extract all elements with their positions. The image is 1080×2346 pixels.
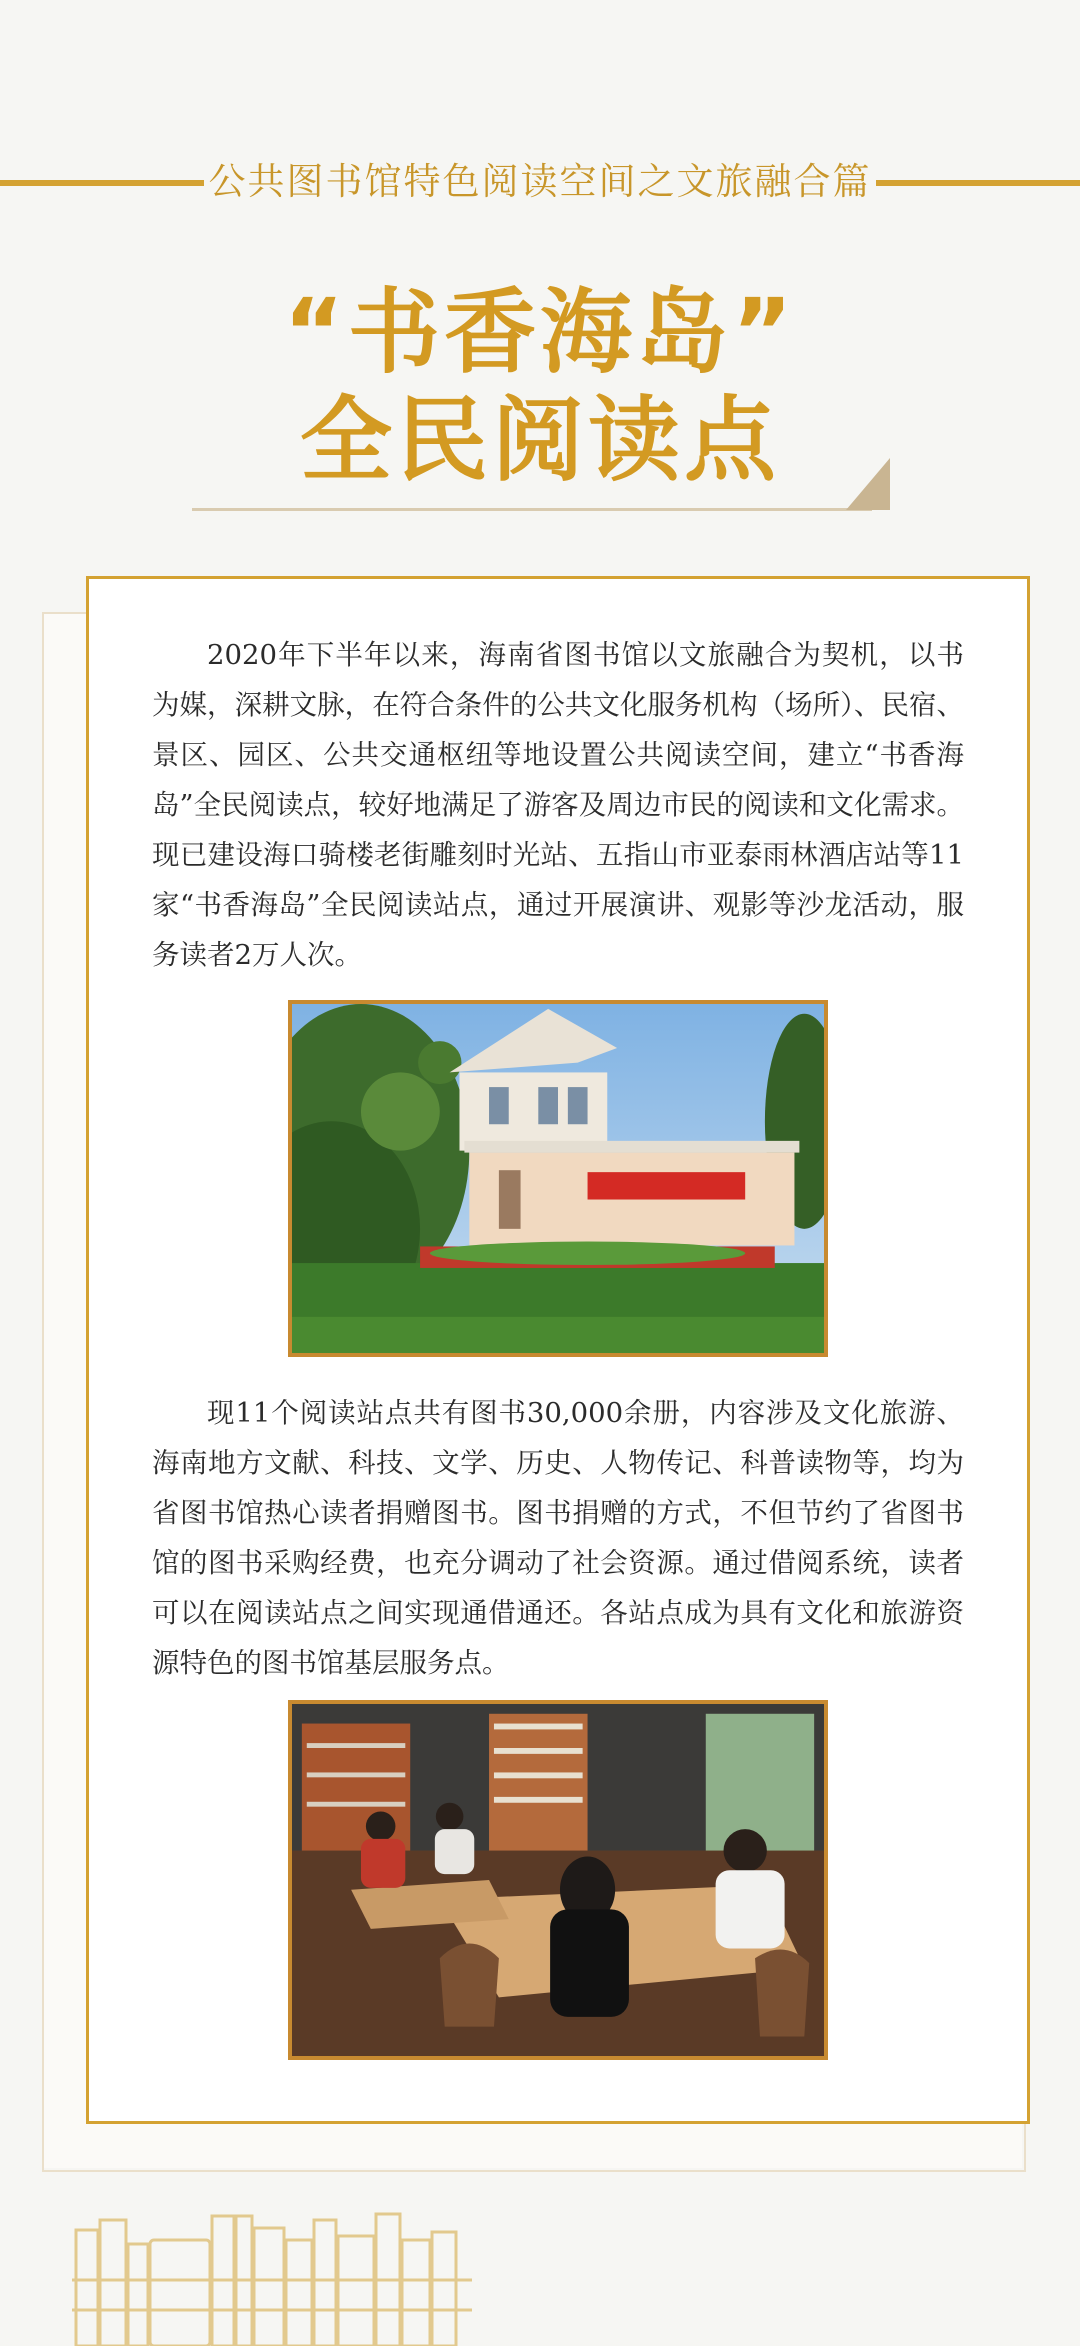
title-corner-fold — [846, 458, 890, 510]
photo-reading-room — [288, 1700, 828, 2060]
photo-reading-station-villa — [288, 1000, 828, 1357]
series-label: 公共图书馆特色阅读空间之文旅融合篇 — [208, 160, 872, 203]
page-title-line2: 全民阅读点 — [299, 387, 780, 494]
header-rule-right — [876, 180, 1080, 186]
paragraph-collection: 现11个阅读站点共有图书30,000余册，内容涉及文化旅游、海南地方文献、科技、文学、历史、人物传记、科普读物等，均为省图书馆热心读者捐赠图书。图书捐赠的方式，不但节约了省图书馆的图书采购经费，也充分调动了社会资源。通过借阅系统，读者可以在阅读站点之间实现通借通还。各站点成为具有文化和旅游资源特色的图书馆基层服务点。 — [152, 1397, 964, 1679]
paragraph-intro: 2020年下半年以来，海南省图书馆以文旅融合为契机，以书为媒，深耕文脉，在符合条件的公共文化服务机构（场所）、民宿、景区、园区、公共交通枢纽等地设置公共阅读空间，建立“书香海岛”全民阅读点，较好地满足了游客及周边市民的阅读和文化需求。现已建设海口骑楼老街雕刻时光站、五指山市亚泰雨林酒店站等11家“书香海岛”全民阅读站点，通过开展演讲、观影等沙龙活动，服务读者2万人次。 — [152, 639, 964, 971]
title-underline — [192, 508, 872, 511]
bookshelf-decoration-icon — [72, 2210, 502, 2346]
header-rule-left — [0, 180, 204, 186]
page-title-line1: “书香海岛” — [283, 279, 797, 386]
